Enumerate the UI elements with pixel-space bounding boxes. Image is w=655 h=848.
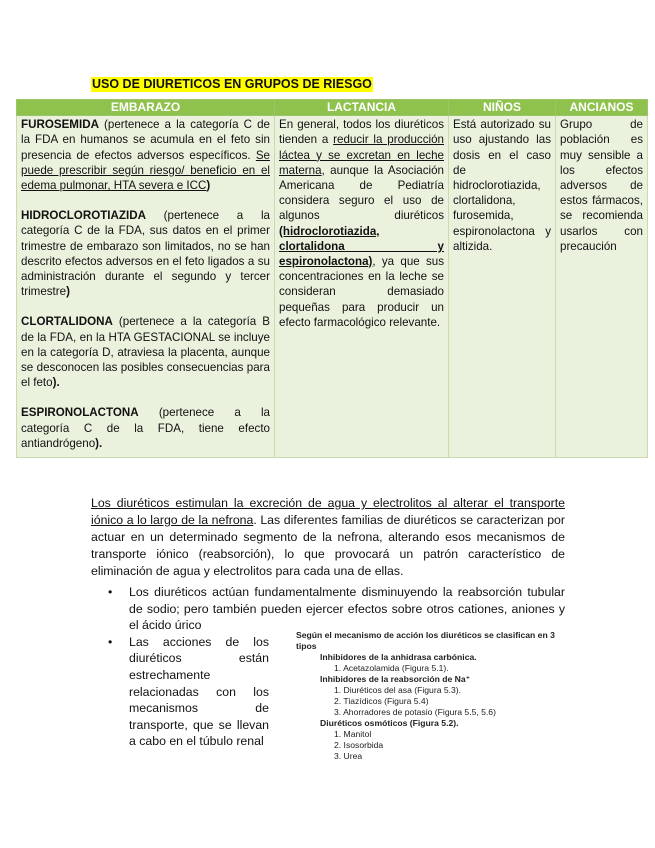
paragraph-text: . Las diferentes familias de diuréticos se caracterizan por actuar en un determinado segmento de la nefrona, alterando esos mecanismos de transporte iónico (reabsorción), lo que provocará un patrón característico de eliminación de agua y electrolitos para cada una de ellas. <box>91 513 565 578</box>
figure-item: 2. Isosorbida <box>334 740 384 750</box>
bullet-text: Las acciones de los diuréticos están estrechamente relacionadas con los mecanismos de transporte, que se llevan a cabo en el túbulo renal <box>129 634 269 749</box>
cell-embarazo <box>17 116 275 458</box>
drug-text: (pertenece a la categoría C de la FDA, sus datos en el primer trimestre de embarazo son limitados, no se han descrito efectos adversos en el feto ligados a su administración durante el segundo y tercer trimestre <box>21 209 270 299</box>
figure-group: Diuréticos osmóticos (Figura 5.2). <box>320 718 459 728</box>
figure-item: 1. Diuréticos del asa (Figura 5.3). <box>334 685 462 695</box>
header-lactancia: LACTANCIA <box>275 100 449 116</box>
list-item <box>91 584 565 634</box>
figure-item: 3. Ahorradores de potasio (Figura 5.5, 5.6) <box>334 707 496 717</box>
drug-close: ) <box>66 285 70 299</box>
drug-text: (pertenece a la categoría B de la FDA, en la HTA GESTACIONAL se incluye en la categoría D, atraviesa la placenta, aunque se desconocen las posibles consecuencias para el feto <box>21 315 270 390</box>
table-row <box>17 116 648 458</box>
figure-item: 1. Manitol <box>334 729 372 739</box>
drug-note: Se puede prescribir según riesgo/ beneficio en el edema pulmonar, HTA severa e ICC <box>21 148 270 193</box>
figure-item: 3. Urea <box>334 751 363 761</box>
drug-name: ESPIRONOLACTONA <box>21 406 139 420</box>
header-embarazo: EMBARAZO <box>17 100 275 116</box>
drug-name: CLORTALIDONA <box>21 315 113 329</box>
drug-furosemida <box>21 117 270 193</box>
cell-ninos: Está autorizado su uso ajustando las dosis en el caso de hidroclorotiazida, clortalidona, furosemida, espironolactona y altizida. <box>449 116 556 458</box>
drug-hidroclorotiazida <box>21 208 270 299</box>
drug-espironolactona <box>21 405 270 451</box>
cell-lactancia <box>275 116 449 458</box>
lactancia-drugs: (hidroclorotiazida, clortalidona y espironolactona) <box>279 224 444 269</box>
bullet-icon: • <box>108 585 113 599</box>
table-header-row <box>17 100 648 116</box>
drug-name: HIDROCLOROTIAZIDA <box>21 209 146 223</box>
header-ancianos: ANCIANOS <box>556 100 648 116</box>
paragraph-underlined: Los diuréticos estimulan la excreción de agua y electrolitos al alterar el transporte iónico a lo largo de la nefrona <box>91 496 565 527</box>
bullet-icon: • <box>108 634 113 649</box>
figure-group: Inhibidores de la reabsorción de Na⁺ <box>320 674 471 684</box>
drug-clortalidona <box>21 314 270 390</box>
lactancia-text: , ya que sus concentraciones en la leche se consideran demasiado pequeñas para producir un efecto farmacológico relevante. <box>279 255 444 329</box>
risk-groups-table <box>16 99 648 458</box>
lactancia-text: , aunque la Asociación Americana de Pediatría considera seguro el uso de algunos diuréticos <box>279 163 444 223</box>
header-ninos: NIÑOS <box>449 100 556 116</box>
drug-text: (pertenece a la categoría C de la FDA en humanos se acumula en el feto sin presencia de efectos adversos específicos. <box>21 118 270 162</box>
figure-group: Inhibidores de la anhidrasa carbónica. <box>320 652 477 662</box>
lactancia-underlined: reducir la producción láctea y se excretan en leche materna <box>279 133 444 177</box>
classification-figure <box>296 630 571 762</box>
drug-close: ) <box>206 179 211 193</box>
figure-item: 2. Tiazídicos (Figura 5.4) <box>334 696 429 706</box>
drug-name: FUROSEMIDA <box>21 118 99 132</box>
figure-lead: Según el mecanismo de acción los diuréticos se clasifican en 3 tipos <box>296 630 555 651</box>
intro-paragraph <box>91 495 565 580</box>
page-title: USO DE DIURETICOS EN GRUPOS DE RIESGO <box>92 77 372 91</box>
cell-ancianos: Grupo de población es muy sensible a los efectos adversos de estos fármacos, se recomienda usarlos con precaución <box>556 116 648 458</box>
drug-text: (pertenece a la categoría C de la FDA, tiene efecto antiandrógeno <box>21 406 270 450</box>
drug-close: ). <box>95 436 103 450</box>
drug-close: ). <box>52 376 60 390</box>
lactancia-text: En general, todos los diuréticos tienden a <box>279 118 444 147</box>
figure-item: 1. Acetazolamida (Figura 5.1). <box>334 663 449 673</box>
bullet-text: Los diuréticos actúan fundamentalmente disminuyendo la reabsorción tubular de sodio; pero también pueden ejercer efectos sobre otros cationes, aniones y el ácido úrico <box>129 585 565 633</box>
